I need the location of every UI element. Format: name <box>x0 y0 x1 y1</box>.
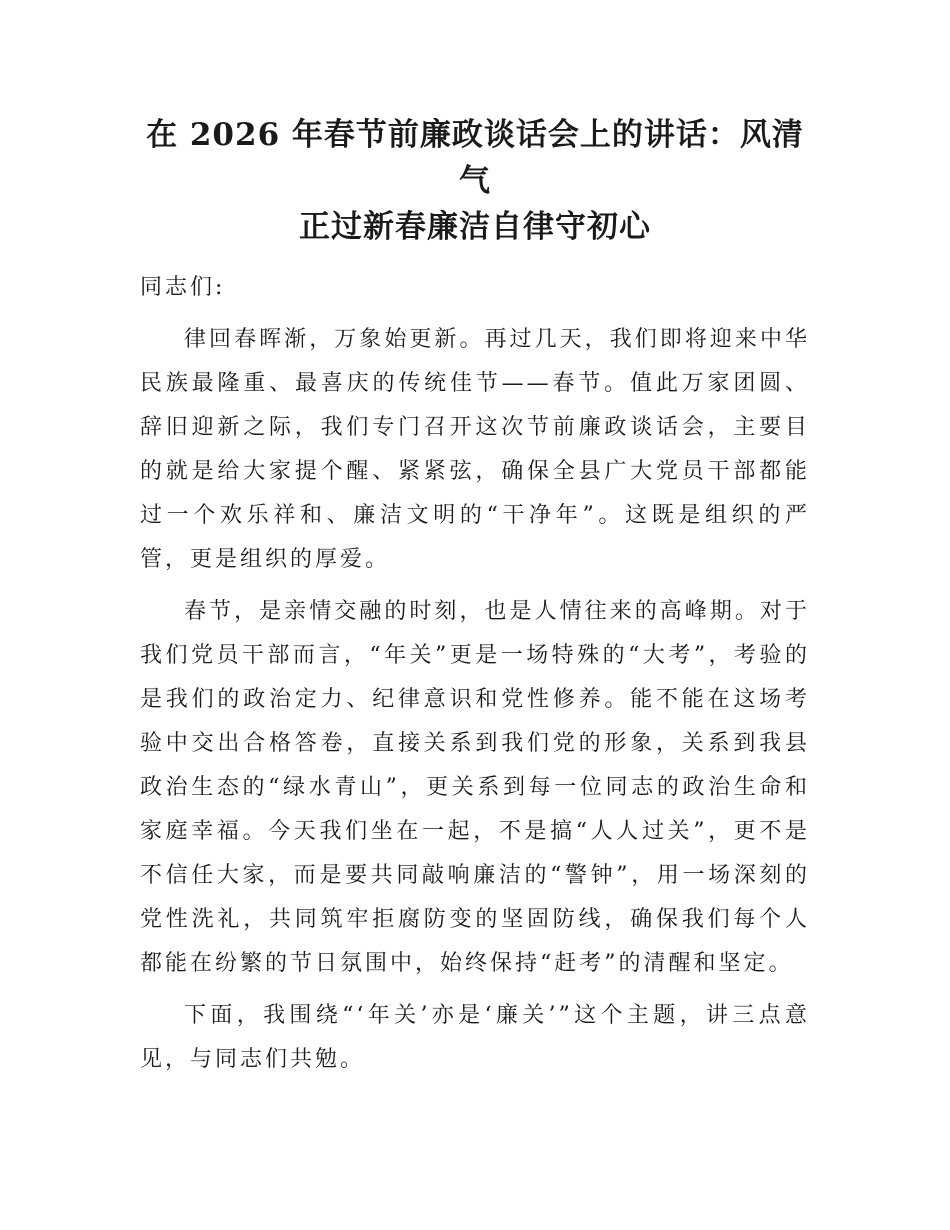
salutation: 同志们: <box>140 275 226 300</box>
paragraph-2: 春节，是亲情交融的时刻，也是人情往来的高峰期。对于我们党员干部而言，“年关”更是一场特殊的“大考”，考验的是我们的政治定力、纪律意识和党性修养。能不能在这场考验中交出合格答卷，直接关系到我们党的形象，关系到我县政治生态的“绿水青山”，更关系到每一位同志的政治生命和家庭幸福。今天我们坐在一起，不是搞“人人过关”，更不是不信任大家，而是要共同敲响廉洁的“警钟”，用一场深刻的党性洗礼，共同筑牢拒腐防变的坚固防线，确保我们每个人都能在纷繁的节日氛围中，始终保持“赶考”的清醒和坚定。 <box>140 599 810 976</box>
title-line-1: 在 2026 年春节前廉政谈话会上的讲话：风清气 <box>146 117 804 199</box>
document-body <box>140 266 810 1090</box>
paragraph-1: 律回春晖渐，万象始更新。再过几天，我们即将迎来中华民族最隆重、最喜庆的传统佳节——春节。值此万家团圆、辞旧迎新之际，我们专门召开这次节前廉政谈话会，主要目的就是给大家提个醒、紧紧弦，确保全县广大党员干部都能过一个欢乐祥和、廉洁文明的“干净年”。这既是组织的严管，更是组织的厚爱。 <box>140 327 810 572</box>
paragraph-3: 下面，我围绕“‘年关’亦是‘廉关’”这个主题，讲三点意见，与同志们共勉。 <box>140 1003 810 1072</box>
title-line-2: 正过新春廉洁自律守初心 <box>299 209 651 245</box>
document-title <box>135 112 815 250</box>
